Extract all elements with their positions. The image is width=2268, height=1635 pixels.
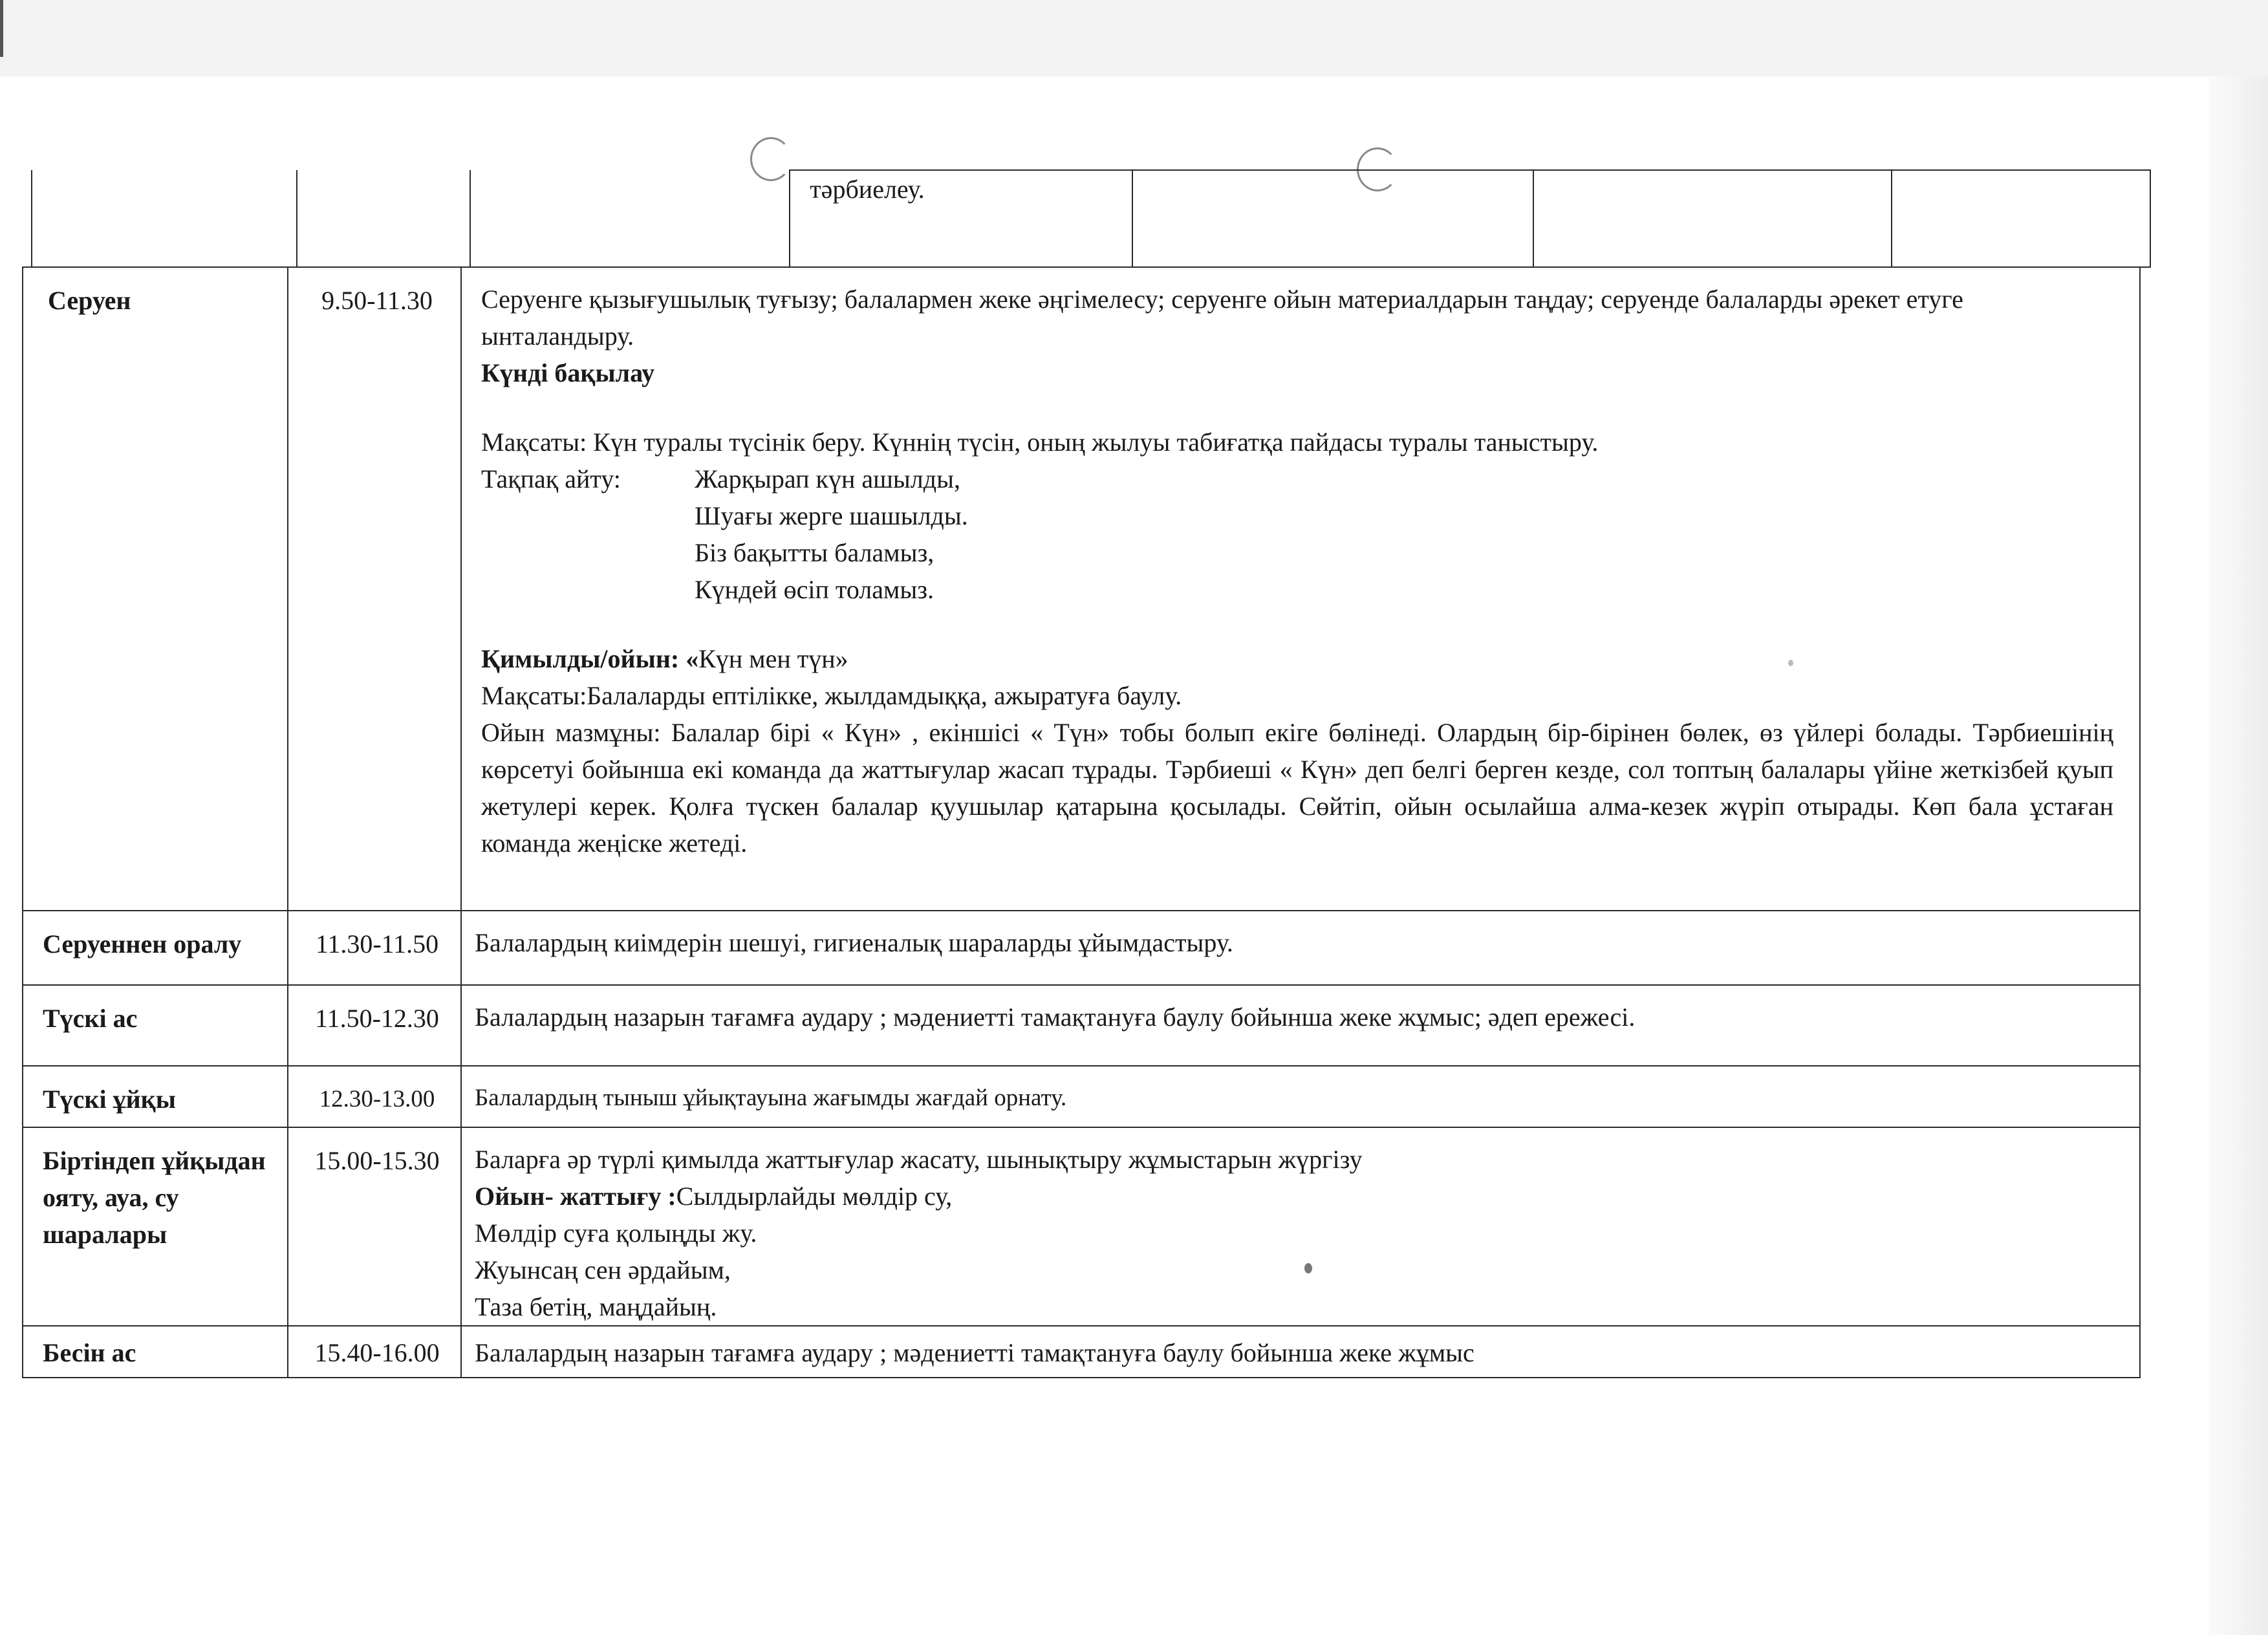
exercise-line: Ойын- жаттығу :Сылдырлайды мөлдір су, [475,1182,953,1211]
activity-name: Біртіндеп ұйқыдан ояту, ауа, су шаралары [23,1127,288,1326]
table-row [23,1066,2140,1127]
activity-description: Балалардың тыныш ұйықтауына жағымды жағдай орнату. [461,1066,2140,1127]
game-goal: Мақсаты:Балаларды ептілікке, жылдамдыққа, ажыратуға баулу. [481,681,1182,710]
poem-line: Біз бақытты баламыз, [695,538,934,567]
activity-description: Балалардың киімдерін шешуі, гигиеналық шараларды ұйымдастыру. [461,911,2140,985]
activity-time: 11.30-11.50 [288,911,461,985]
activity-description [461,1127,2140,1326]
scan-mark [0,0,3,57]
scan-shadow-right [2209,76,2268,1635]
table-row [32,170,2150,267]
activity-name: Бесін ас [23,1326,288,1378]
table-row [23,985,2140,1066]
activity-name: Түскі ас [23,985,288,1066]
poem-line: Күндей өсіп толамыз. [695,575,934,604]
activity-description: Балалардың назарын тағамға аудару ; мәдениетті тамақтануға баулу бойынша жеке жұмыс; әдеп ережесі. [461,985,2140,1066]
scan-shadow-top [0,0,2268,76]
table-row [23,911,2140,985]
activity-time: 15.40-16.00 [288,1326,461,1378]
table-row [23,267,2140,911]
exercise-line: Таза бетің, маңдайың. [475,1292,717,1321]
observation-goal: Мақсаты: Күн туралы түсінік беру. Күннің түсін, оның жылуы табиғатқа пайдасы туралы таныстыру. [481,428,1599,457]
poem-line: Шуағы жерге шашылды. [695,501,968,530]
activity-time: 12.30-13.00 [288,1066,461,1127]
game-content: Ойын мазмұны: Балалар бірі « Күн» , екіншісі « Түн» тобы болып екіге бөлінеді. Олардың бір-бірінен бөлек, өз үйлері болады. Тәрбиешінің көрсетуі бойынша екі команда да жаттығулар жасап тұрады. Тәрбиеші « Күн» деп белгі берген кезде, сол топтың балалары үйіне жеткізбей қуып жетулері керек. Қолға түскен балалар қуушылар қатарына қосылады. Сөйтіп, ойын осылайша алма-кезек жүріп отырады. Көп бала ұстаған команда жеңіске жетеді. [481,718,2113,858]
poem-line: Тақпақ айту: Жарқырап күн ашылды, [481,464,960,493]
table-row [23,1326,2140,1378]
activity-time: 9.50-11.30 [288,267,461,911]
activity-time: 11.50-12.30 [288,985,461,1066]
activity-name: Түскі ұйқы [23,1066,288,1127]
activity-name: Серуен [23,267,288,911]
activity-description: Балалардың назарын тағамға аудару ; мәдениетті тамақтануға баулу бойынша жеке жұмыс [461,1326,2140,1378]
exercise-line: Жуынсаң сен әрдайым, [475,1255,731,1284]
activity-description [461,267,2140,911]
exercise-line: Мөлдір суға қолыңды жу. [475,1218,757,1248]
table-row [23,1127,2140,1326]
daily-schedule-table [22,266,2141,1378]
continuation-text: тәрбиелеу. [810,175,925,204]
observation-title: Күнді бақылау [481,358,655,387]
walk-intro: Серуенге қызығушылық туғызу; балалармен жеке әңгімелесу; серуенге ойын материалдарын таңдау; серуенде балаларды әрекет етуге ынталандыру. [481,285,1963,351]
hardening-text: Баларға әр түрлі қимылда жаттығулар жасату, шынықтыру жұмыстарын жүргізу [475,1145,1363,1174]
activity-name: Серуеннен оралу [23,911,288,985]
game-title: Қимылды/ойын: «Күн мен түн» [481,644,848,673]
previous-page-table-continuation [31,169,2151,268]
activity-time: 15.00-15.30 [288,1127,461,1326]
